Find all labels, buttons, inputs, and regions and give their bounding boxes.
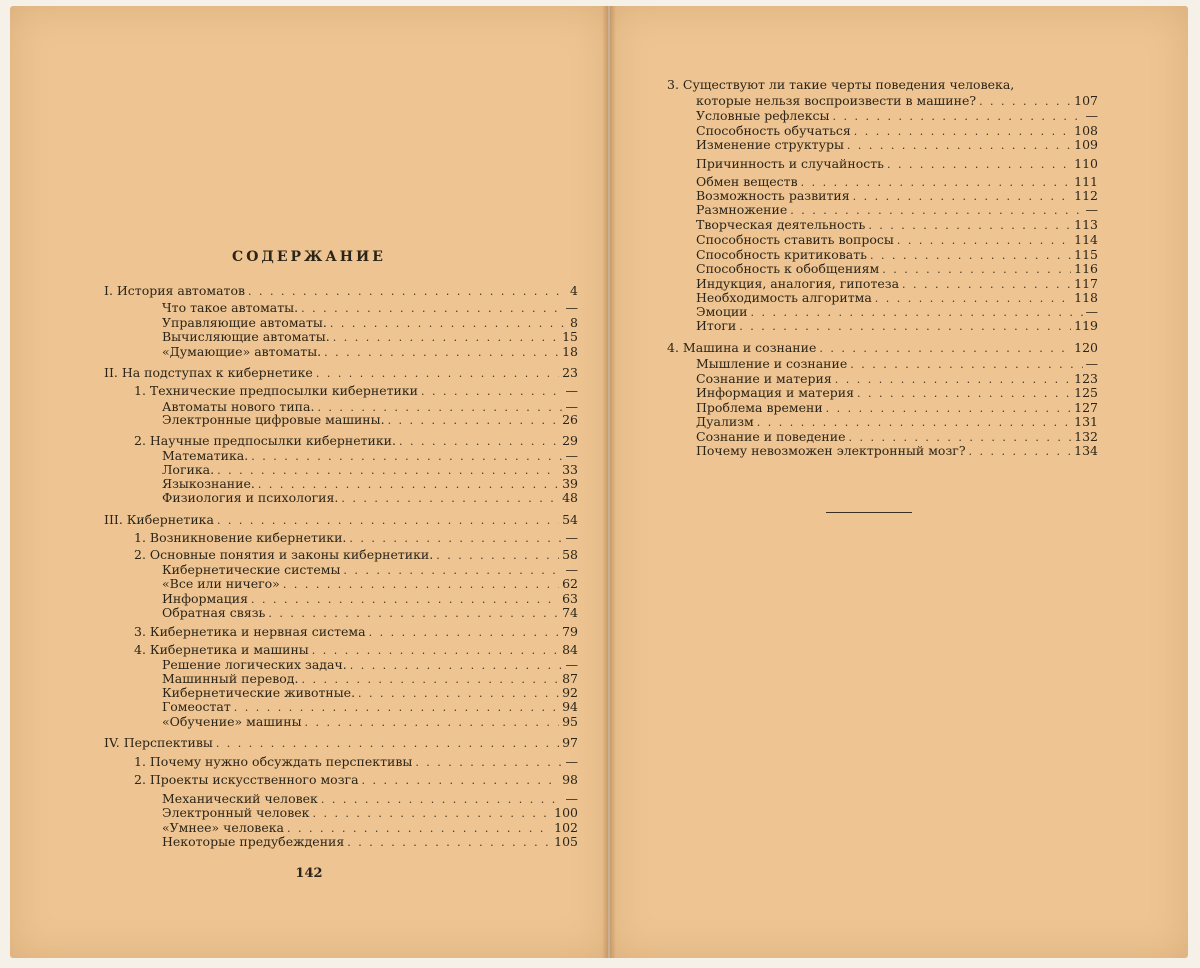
toc-entry-page: 109 [1074, 137, 1098, 152]
toc-entry-page: — [565, 530, 578, 545]
toc-entry-title: Обмен веществ [696, 174, 798, 189]
toc-entry [667, 77, 1098, 93]
toc-entry-title: 4. Кибернетика и машины [134, 642, 309, 657]
toc-entry-page: 62 [562, 576, 578, 591]
toc-entry-title: Размножение [696, 202, 788, 217]
toc-entry-title: Сознание и материя [696, 371, 832, 386]
toc-entry-title: Некоторые предубеждения [162, 834, 345, 849]
toc-entry [162, 699, 578, 715]
toc-entry-page: — [1085, 356, 1098, 371]
toc-entry-page: 58 [562, 547, 578, 562]
toc-entry-page: 63 [562, 591, 578, 606]
toc-entry-title: Почему невозможен электронный мозг? [696, 443, 966, 458]
toc-entry-page: 111 [1074, 174, 1098, 189]
toc-entry-title: Способность ставить вопросы [696, 232, 894, 247]
toc-entry-title: Условные рефлексы [696, 108, 830, 123]
toc-entry-page: — [1085, 304, 1098, 319]
toc-entry-page: 95 [562, 714, 578, 729]
toc-entry-page: 79 [562, 624, 578, 639]
toc-entry-page: — [1085, 202, 1098, 217]
toc-entry-page: 18 [562, 344, 578, 359]
toc-entry [162, 344, 578, 360]
toc-entry-title: Автоматы нового типа. [162, 399, 315, 414]
toc-entry-page: 8 [570, 315, 578, 330]
toc-leader-dots [421, 384, 562, 400]
toc-entry-page: 132 [1074, 429, 1098, 444]
toc-leader-dots [347, 835, 551, 851]
toc-entry [162, 300, 578, 316]
toc-entry-page: 100 [554, 805, 578, 820]
toc-entry-page: 54 [562, 512, 578, 527]
toc-entry-page: 92 [562, 685, 578, 700]
toc-entry-title: Электронный человек [162, 805, 310, 820]
toc-entry-title: Механический человек [162, 791, 318, 806]
toc-entry-page: 119 [1074, 318, 1098, 333]
toc-entry-title: «Обучение» машины [162, 714, 302, 729]
toc-entry-page: 117 [1074, 276, 1098, 291]
toc-entry-title: Творческая деятельность [696, 217, 866, 232]
toc-entry-page: — [565, 562, 578, 577]
toc-entry [696, 232, 1098, 248]
toc-entry [104, 512, 578, 528]
toc-entry-page: 120 [1074, 340, 1098, 355]
toc-entry-title: Изменение структуры [696, 137, 844, 152]
toc-entry-title: Кибернетические системы [162, 562, 341, 577]
toc-leader-dots [739, 319, 1071, 335]
toc-entry-page: 102 [554, 820, 578, 835]
end-rule [826, 512, 912, 513]
toc-entry-page: 125 [1074, 385, 1098, 400]
toc-entry-page: — [565, 300, 578, 315]
toc-entry-page: 110 [1074, 156, 1098, 171]
toc-leader-dots [388, 413, 560, 429]
toc-entry-title: 1. Почему нужно обсуждать перспективы [134, 754, 413, 769]
toc-entry-page: 107 [1074, 93, 1098, 108]
toc-entry-title: 4. Машина и сознание [667, 340, 817, 355]
toc-entry-title: Логика. [162, 462, 215, 477]
toc-entry-title: Причинность и случайность [696, 156, 884, 171]
toc-entry [696, 356, 1098, 372]
toc-entry [696, 414, 1098, 430]
toc-entry [696, 93, 1098, 109]
book-gutter [602, 6, 616, 958]
toc-entry [134, 624, 578, 640]
toc-entry-page: — [565, 399, 578, 414]
toc-entry-page: — [565, 448, 578, 463]
toc-entry-page: 105 [554, 834, 578, 849]
toc-entry-page: 127 [1074, 400, 1098, 415]
toc-leader-dots [819, 341, 1071, 357]
toc-entry [696, 217, 1098, 233]
toc-leader-dots [305, 715, 560, 731]
toc-entry-title: Индукция, аналогия, гипотеза [696, 276, 900, 291]
toc-entry [162, 834, 578, 850]
toc-leader-dots [316, 366, 559, 382]
toc-leader-dots [268, 606, 559, 622]
toc-entry-page: 113 [1074, 217, 1098, 232]
toc-entry [696, 202, 1098, 218]
toc-entry-title: Обратная связь [162, 605, 266, 620]
toc-entry-title: 2. Основные понятия и законы кибернетики. [134, 547, 434, 562]
toc-entry-title: Машинный перевод. [162, 671, 299, 686]
toc-entry [134, 433, 578, 449]
left-page [10, 6, 608, 958]
toc-entry-title: Гомеостат [162, 699, 231, 714]
toc-entry-page: 123 [1074, 371, 1098, 386]
toc-leader-dots [324, 345, 559, 361]
toc-entry [162, 576, 578, 592]
toc-entry-title: Электронные цифровые машины. [162, 412, 385, 427]
toc-entry-title: Мышление и сознание [696, 356, 848, 371]
toc-entry [134, 530, 578, 546]
toc-leader-dots [217, 513, 559, 529]
toc-entry-page: — [565, 657, 578, 672]
toc-leader-dots [969, 444, 1072, 460]
toc-leader-dots [847, 138, 1071, 154]
toc-entry-page: 26 [562, 412, 578, 427]
toc-entry [134, 642, 578, 658]
toc-entry-title: 2. Проекты искусственного мозга [134, 772, 359, 787]
toc-entry-title: 1. Возникновение кибернетики. [134, 530, 347, 545]
toc-entry [696, 137, 1098, 153]
toc-entry-page: 116 [1074, 261, 1098, 276]
toc-leader-dots [216, 736, 559, 752]
right-page [610, 6, 1188, 958]
toc-entry-page: 118 [1074, 290, 1098, 305]
toc-entry-page: — [565, 383, 578, 398]
toc-entry-page: 108 [1074, 123, 1098, 138]
toc-entry-title: Способность критиковать [696, 247, 867, 262]
toc-entry-title: Вычисляющие автоматы. [162, 329, 330, 344]
toc-entry [162, 805, 578, 821]
toc-entry [134, 772, 578, 788]
toc-entry-title: Кибернетические животные. [162, 685, 356, 700]
toc-entry-page: 131 [1074, 414, 1098, 429]
toc-entry [104, 735, 578, 751]
toc-entry-page: 134 [1074, 443, 1098, 458]
toc-entry-title: Проблема времени [696, 400, 823, 415]
toc-entry-title: 1. Технические предпосылки кибернетики [134, 383, 419, 398]
toc-entry-title: Что такое автоматы. [162, 300, 299, 315]
toc-entry-title: Языкознание. [162, 476, 255, 491]
toc-entry-page: 74 [562, 605, 578, 620]
toc-entry-page: 115 [1074, 247, 1098, 262]
toc-entry-title: «Умнее» человека [162, 820, 284, 835]
toc-entry [134, 383, 578, 399]
toc-entry [696, 318, 1098, 334]
toc-entry-title: Способность к обобщениям [696, 261, 880, 276]
toc-leader-dots [362, 773, 560, 789]
toc-entry-page: 87 [562, 671, 578, 686]
toc-entry-title: Математика. [162, 448, 249, 463]
toc-entry [696, 261, 1098, 277]
toc-title: СОДЕРЖАНИЕ [232, 249, 386, 265]
toc-entry [696, 443, 1098, 459]
toc-entry [162, 605, 578, 621]
toc-entry-page: 15 [562, 329, 578, 344]
toc-entry-page: 114 [1074, 232, 1098, 247]
toc-entry [162, 490, 578, 506]
toc-entry [162, 714, 578, 730]
toc-entry-title: Решение логических задач. [162, 657, 347, 672]
toc-entry-title: Информация и материя [696, 385, 854, 400]
toc-entry-page: 4 [570, 283, 578, 298]
toc-entry-title: 2. Научные предпосылки кибернетики. [134, 433, 396, 448]
toc-entry-page: 23 [562, 365, 578, 380]
toc-entry-title: II. На подступах к кибернетике [104, 365, 313, 380]
toc-leader-dots [341, 491, 559, 507]
toc-leader-dots [415, 755, 562, 771]
toc-entry-title: Дуализм [696, 414, 754, 429]
toc-entry-title: IV. Перспективы [104, 735, 213, 750]
toc-entry-title: Итоги [696, 318, 737, 333]
toc-entry-page: 39 [562, 476, 578, 491]
toc-entry-page: — [1085, 108, 1098, 123]
toc-entry-page: 48 [562, 490, 578, 505]
toc-leader-dots [369, 625, 560, 641]
page-number: 142 [295, 866, 323, 881]
toc-entry-title: Физиология и психология. [162, 490, 339, 505]
toc-entry-title: Возможность развития [696, 188, 850, 203]
toc-entry-title: Необходимость алгоритма [696, 290, 872, 305]
toc-entry [162, 329, 578, 345]
toc-entry [134, 754, 578, 770]
toc-leader-dots [248, 284, 567, 300]
toc-entry-title: Управляющие автоматы. [162, 315, 327, 330]
toc-entry-page: 84 [562, 642, 578, 657]
toc-entry-page: — [565, 754, 578, 769]
toc-entry-title: Эмоции [696, 304, 748, 319]
toc-entry-title: Информация [162, 591, 248, 606]
toc-entry [104, 365, 578, 381]
toc-entry-title: «Все или ничего» [162, 576, 280, 591]
toc-entry [104, 283, 578, 299]
toc-entry-page: 97 [562, 735, 578, 750]
toc-leader-dots [887, 157, 1071, 173]
toc-entry-page: — [565, 791, 578, 806]
toc-entry-page: 94 [562, 699, 578, 714]
toc-entry-title: Сознание и поведение [696, 429, 846, 444]
toc-entry-page: 29 [562, 433, 578, 448]
toc-entry [696, 108, 1098, 124]
toc-entry [162, 412, 578, 428]
toc-entry [696, 156, 1098, 172]
toc-entry-title: «Думающие» автоматы. [162, 344, 322, 359]
toc-entry-title: которые нельзя воспроизвести в машине? [696, 93, 977, 108]
toc-entry-page: 33 [562, 462, 578, 477]
toc-entry-page: 98 [562, 772, 578, 787]
toc-entry-title: Способность обучаться [696, 123, 851, 138]
toc-entry [696, 385, 1098, 401]
toc-entry-title: III. Кибернетика [104, 512, 214, 527]
toc-entry [134, 547, 578, 563]
toc-entry-title: 3. Кибернетика и нервная система [134, 624, 366, 639]
toc-entry-title: I. История автоматов [104, 283, 246, 298]
toc-entry-title: 3. Существуют ли такие черты поведения человека, [667, 77, 1015, 92]
toc-entry [667, 340, 1098, 356]
toc-leader-dots [349, 531, 562, 547]
toc-entry-page: 112 [1074, 188, 1098, 203]
